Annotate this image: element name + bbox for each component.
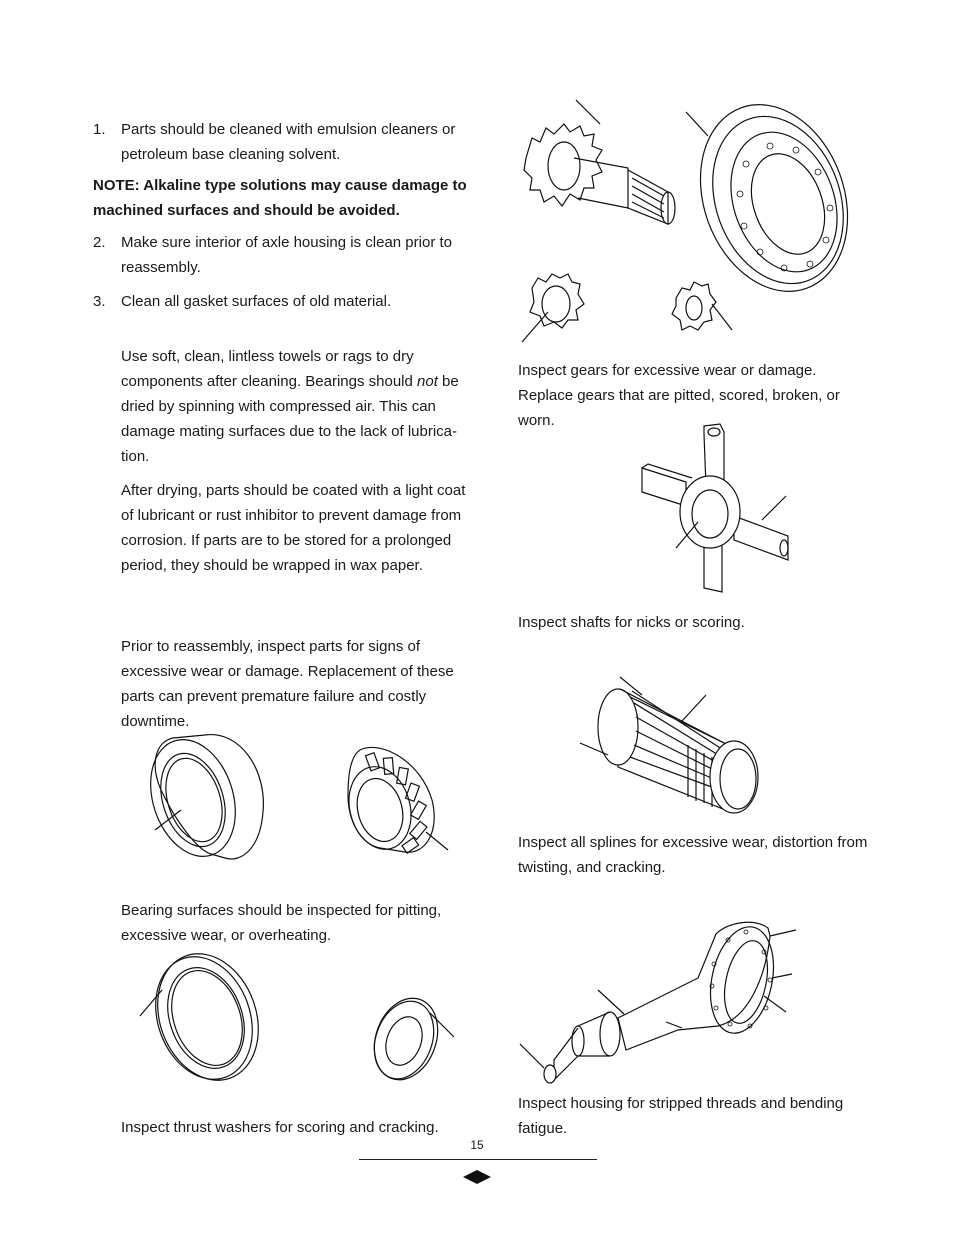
step-2-number: 2. (93, 234, 106, 251)
axle-housing-figure (518, 918, 798, 1088)
drying-emphasis: not (417, 373, 438, 390)
thrust-washer-large-figure (136, 950, 266, 1085)
spline-shaft-figure (578, 675, 768, 830)
inspect-intro-paragraph: Prior to reassembly, inspect parts for signs of excessive wear or damage. Replacement of these parts can prevent premature failure and costly downtime. (121, 638, 454, 730)
gears-caption: Inspect gears for excessive wear or damage. Replace gears that are pitted, scored, broken, or worn. (518, 362, 840, 429)
step-1-text: Parts should be cleaned with emulsion cleaners or petroleum base cleaning solvent. (121, 121, 456, 163)
footer-diamond-icon (463, 1170, 491, 1184)
gears-figure (518, 98, 858, 348)
coating-paragraph: After drying, parts should be coated with a light coat of lubricant or rust inhibitor to prevent damage from corrosion. If parts are to be stored for a prolonged period, they should be wrapped in wax paper. (121, 482, 466, 574)
bearings-caption: Bearing surfaces should be inspected for pitting, excessive wear, or overheating. (121, 902, 442, 944)
washers-caption: Inspect thrust washers for scoring and cracking. (121, 1119, 439, 1136)
splines-caption: Inspect all splines for excessive wear, distortion from twisting, and cracking. (518, 834, 868, 876)
shafts-caption: Inspect shafts for nicks or scoring. (518, 614, 745, 631)
drying-text-after: be dried by spinning with compressed air. This can damage mating surfaces due to the lack of lubrica-tion. (121, 373, 459, 465)
spider-shaft-figure (638, 420, 798, 600)
bearing-cup-figure (145, 730, 275, 865)
note-alkaline: NOTE: Alkaline type solutions may cause damage to machined surfaces and should be avoided. (93, 177, 467, 219)
step-1-number: 1. (93, 121, 106, 138)
housing-caption: Inspect housing for stripped threads and bending fatigue. (518, 1095, 844, 1137)
step-3-number: 3. (93, 293, 106, 310)
step-3-text: Clean all gasket surfaces of old material. (121, 293, 392, 310)
step-2-text: Make sure interior of axle housing is clean prior to reassembly. (121, 234, 452, 276)
drying-paragraph (121, 344, 466, 469)
page-number: 15 (470, 1138, 484, 1152)
drying-text-before: Use soft, clean, lintless towels or rags to dry components after cleaning. Bearings should (121, 348, 418, 390)
footer-rule (359, 1159, 597, 1160)
thrust-washer-small-figure (368, 995, 458, 1085)
roller-bearing-figure (340, 740, 455, 860)
